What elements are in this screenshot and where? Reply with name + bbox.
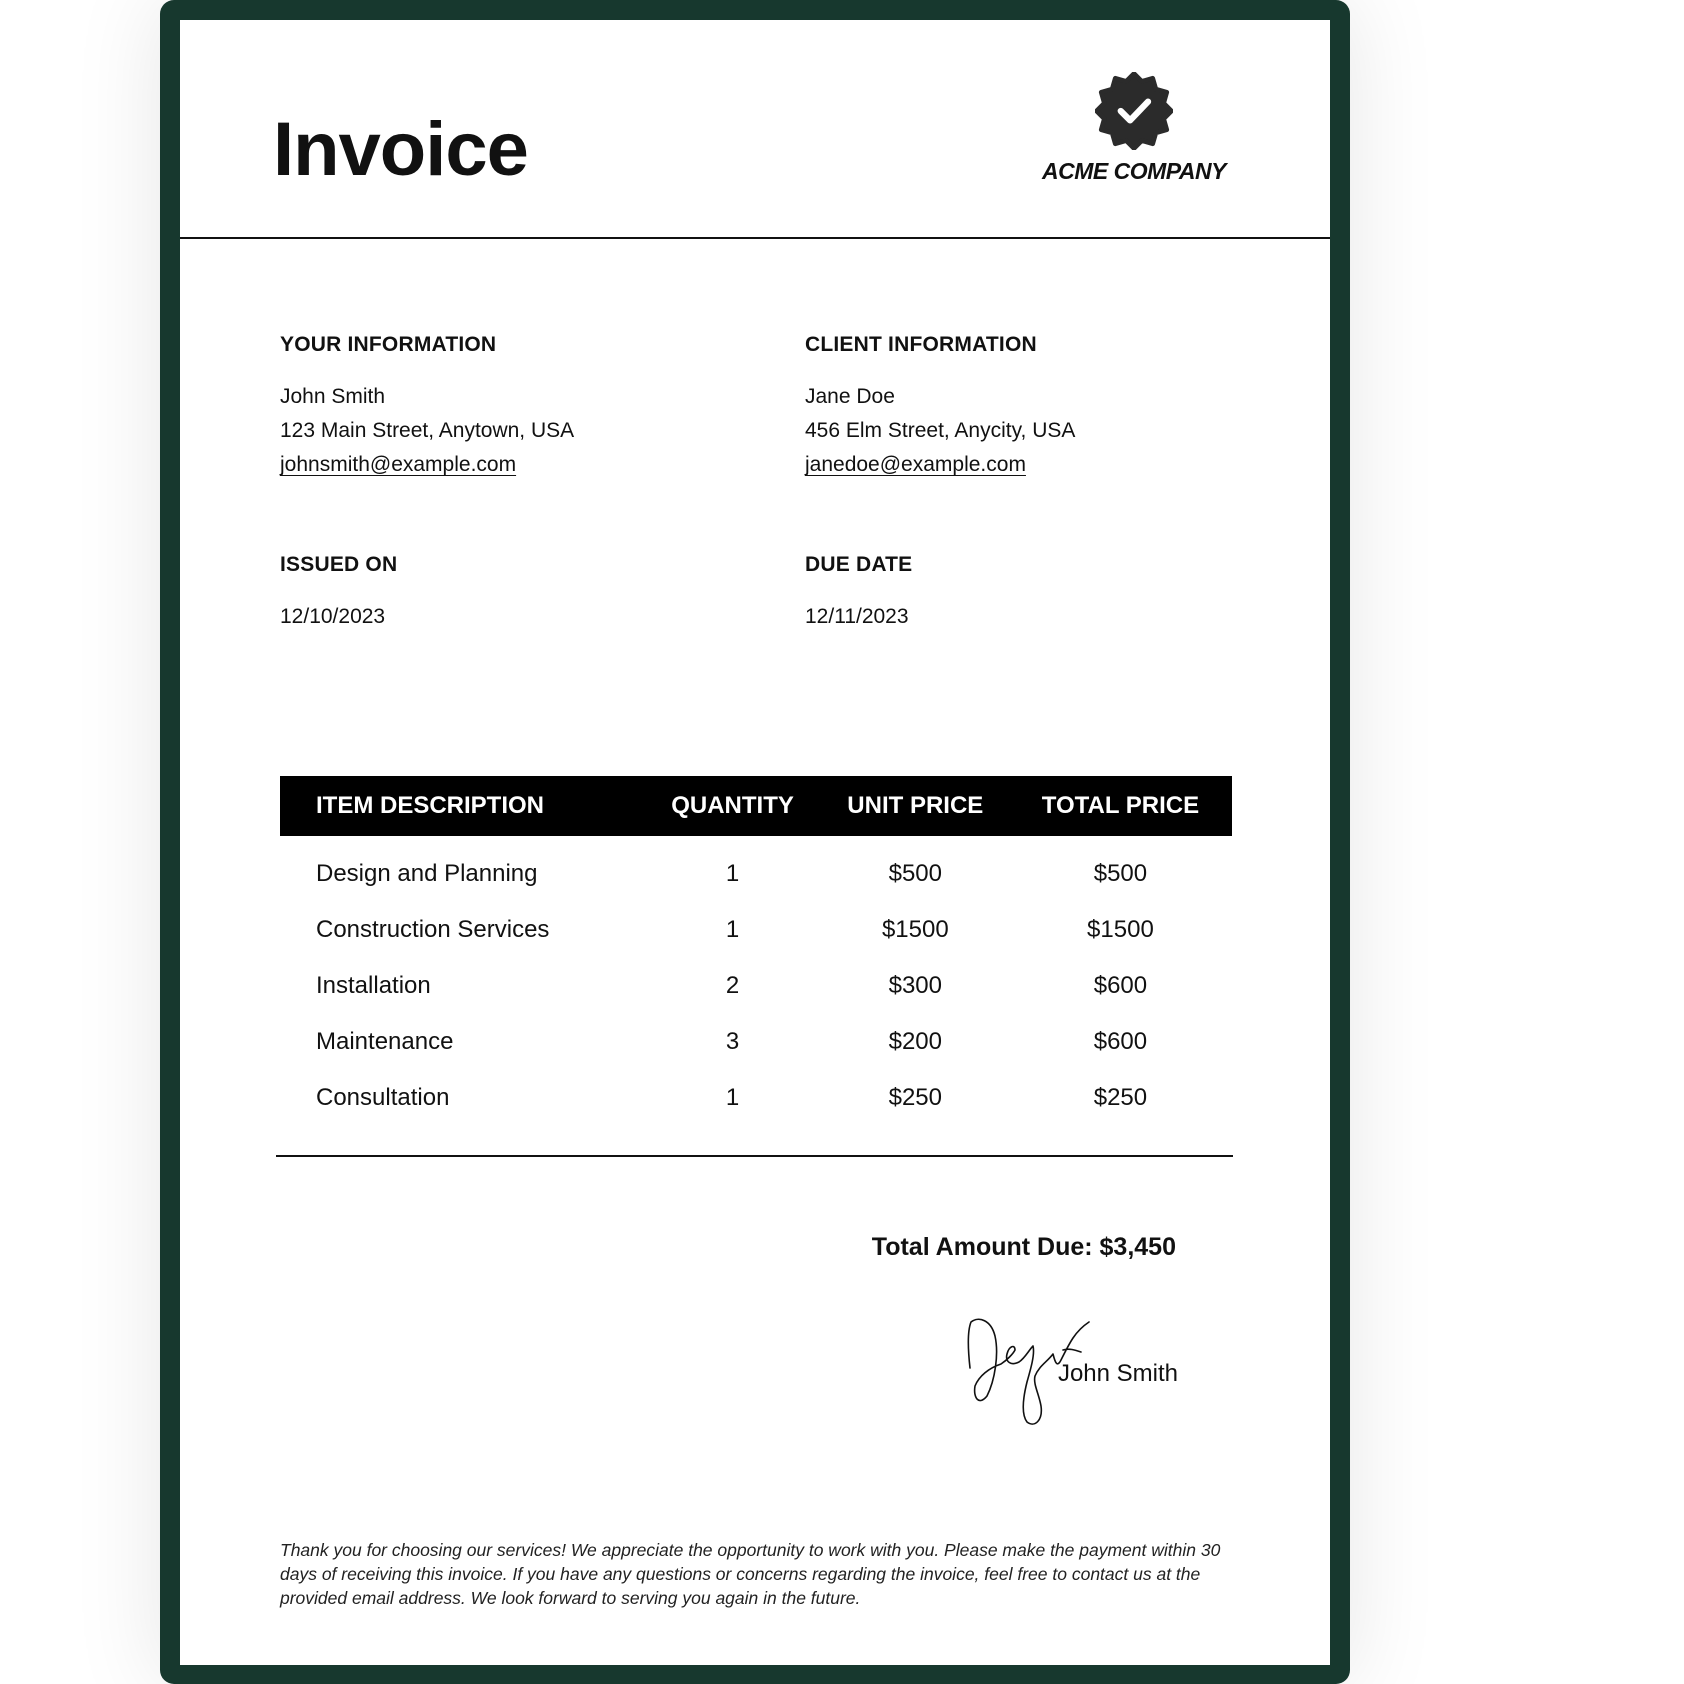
- column-header-quantity: QUANTITY: [671, 792, 794, 819]
- item-quantity: 1: [725, 860, 740, 887]
- column-header-total-price: TOTAL PRICE: [1041, 792, 1200, 819]
- issued-on-date: 12/10/2023: [280, 605, 386, 628]
- issued-on-label: ISSUED ON: [280, 553, 398, 576]
- signature-name: John Smith: [1057, 1360, 1178, 1387]
- item-total-price: $600: [1093, 972, 1148, 999]
- invoice-page: [180, 20, 1330, 1665]
- footer-note: Thank you for choosing our services! We appreciate the opportunity to work with you. Please make the payment within 30 days of receiving this invoice. If you have any questions or concerns regarding the invoice, feel free to contact us at the provided email address. We look forward to serving you again in the future.: [280, 1540, 1221, 1608]
- client-address: 456 Elm Street, Anycity, USA: [805, 419, 1076, 442]
- item-description: Construction Services: [316, 916, 550, 943]
- due-date-value: 12/11/2023: [805, 605, 909, 628]
- item-total-price: $250: [1093, 1084, 1148, 1111]
- invoice-items-table: [280, 776, 1232, 1126]
- item-unit-price: $200: [888, 1028, 942, 1055]
- table-row: [280, 902, 1232, 958]
- invoice-title: Invoice: [273, 107, 528, 192]
- item-total-price: $600: [1093, 1028, 1148, 1055]
- your-address: 123 Main Street, Anytown, USA: [280, 419, 575, 442]
- item-description: Design and Planning: [316, 860, 538, 887]
- table-row: [280, 836, 1232, 902]
- table-header-row: [280, 776, 1232, 836]
- invoice-frame: [160, 0, 1350, 1684]
- client-information-heading: CLIENT INFORMATION: [805, 333, 1037, 356]
- item-quantity: 1: [725, 916, 740, 943]
- item-quantity: 2: [725, 972, 740, 999]
- client-name: Jane Doe: [805, 385, 895, 408]
- header-divider: [180, 237, 1330, 239]
- item-total-price: $500: [1093, 860, 1148, 887]
- item-description: Maintenance: [316, 1028, 454, 1055]
- column-header-item-description: ITEM DESCRIPTION: [316, 792, 545, 819]
- item-quantity: 1: [725, 1084, 740, 1111]
- item-description: Consultation: [316, 1084, 450, 1111]
- item-total-price: $1500: [1087, 916, 1154, 943]
- item-unit-price: $500: [888, 860, 942, 887]
- column-header-unit-price: UNIT PRICE: [847, 792, 984, 819]
- issued-on: [280, 552, 700, 634]
- item-quantity: 3: [725, 1028, 740, 1055]
- table-row: [280, 1070, 1232, 1126]
- your-email-link[interactable]: johnsmith@example.com: [280, 453, 517, 476]
- your-name: John Smith: [280, 385, 386, 408]
- company-name: ACME COMPANY: [1042, 158, 1226, 184]
- due-date-label: DUE DATE: [805, 553, 913, 576]
- table-bottom-divider: [276, 1155, 1233, 1157]
- client-email-link[interactable]: janedoe@example.com: [805, 453, 1026, 476]
- total-amount-due: Total Amount Due: $3,450: [871, 1233, 1176, 1261]
- your-information-heading: YOUR INFORMATION: [280, 333, 497, 356]
- table-row: [280, 1014, 1232, 1070]
- table-row: [280, 958, 1232, 1014]
- item-description: Installation: [316, 972, 431, 999]
- verified-badge-icon: [1095, 72, 1173, 150]
- your-information: [280, 332, 700, 482]
- item-unit-price: $250: [888, 1084, 942, 1111]
- item-unit-price: $300: [888, 972, 942, 999]
- client-information: [805, 332, 1225, 482]
- item-unit-price: $1500: [881, 916, 949, 943]
- due-date: [805, 552, 1225, 634]
